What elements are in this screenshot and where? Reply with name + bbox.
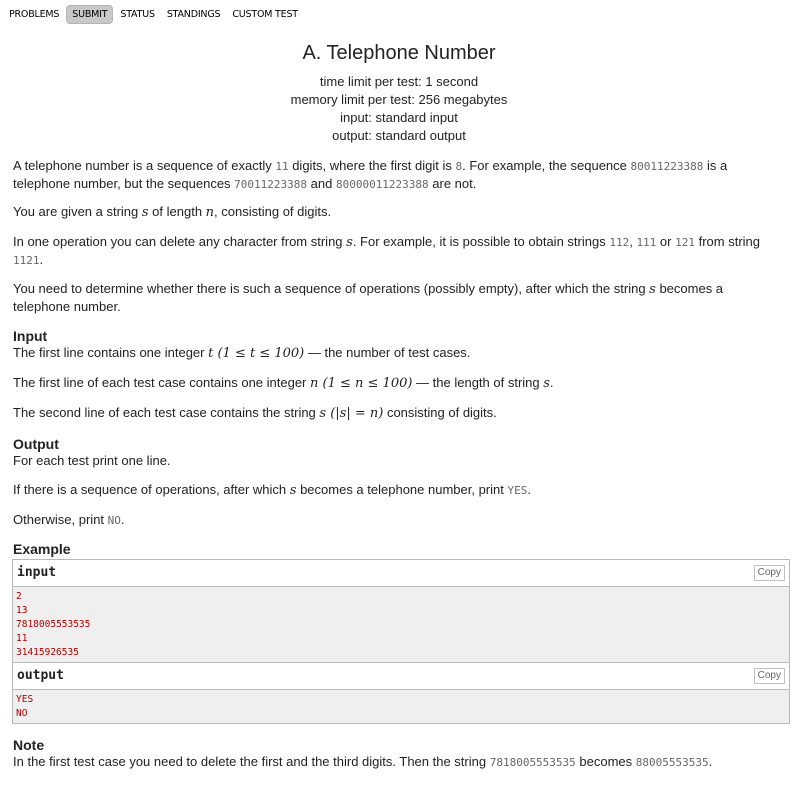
text: are not. bbox=[428, 176, 477, 191]
text: . bbox=[120, 512, 125, 527]
statement-paragraph-1 bbox=[13, 157, 783, 193]
text: . bbox=[527, 482, 531, 497]
example-input-line: 31415926535 bbox=[16, 647, 79, 658]
output-line-3 bbox=[13, 511, 783, 529]
output-line-1: For each test print one line. bbox=[13, 453, 171, 468]
problem-limits bbox=[0, 73, 798, 145]
memory-limit: memory limit per test: 256 megabytes bbox=[290, 92, 508, 107]
text: . bbox=[549, 375, 554, 390]
math: s bbox=[346, 235, 353, 250]
text: The first line of each test case contains one integer bbox=[13, 375, 311, 390]
code: 11 bbox=[275, 160, 289, 173]
input-line-2 bbox=[13, 374, 783, 392]
text: In one operation you can delete any character from string bbox=[13, 234, 347, 249]
example-input-line: 2 bbox=[16, 591, 22, 602]
example-input-label: input bbox=[17, 565, 57, 580]
example-input-line: 7818005553535 bbox=[16, 619, 91, 630]
input-line-1 bbox=[13, 344, 783, 362]
text: digits, where the first digit is bbox=[288, 158, 456, 173]
code: 70011223388 bbox=[234, 178, 308, 191]
code: 7818005553535 bbox=[489, 756, 576, 769]
statement-paragraph-2 bbox=[13, 203, 783, 221]
text: , bbox=[629, 234, 637, 249]
text: of length bbox=[148, 204, 206, 219]
copy-output-button[interactable]: Copy bbox=[754, 668, 785, 684]
code: 112 bbox=[609, 236, 630, 249]
math: n bbox=[205, 205, 215, 220]
example-output-content bbox=[13, 690, 789, 723]
code: 80000011223388 bbox=[335, 178, 429, 191]
text: . For example, it is possible to obtain strings bbox=[352, 234, 610, 249]
text: You are given a string bbox=[13, 204, 142, 219]
output-heading: Output bbox=[13, 436, 59, 452]
time-limit: time limit per test: 1 second bbox=[319, 74, 479, 89]
text: . For example, the sequence bbox=[462, 158, 631, 173]
top-nav bbox=[4, 4, 305, 24]
note-heading: Note bbox=[13, 737, 45, 753]
math: s bbox=[649, 282, 656, 297]
problem-title: A. Telephone Number bbox=[302, 42, 496, 64]
example-input-content bbox=[13, 587, 789, 662]
input-heading: Input bbox=[13, 328, 48, 344]
statement-paragraph-4 bbox=[13, 280, 783, 315]
output-type: output: standard output bbox=[332, 128, 466, 143]
note-text bbox=[13, 753, 783, 771]
text: You need to determine whether there is such a sequence of operations (possibly empty), after which the string bbox=[13, 281, 650, 296]
example-input-header bbox=[13, 560, 789, 587]
code: 121 bbox=[675, 236, 695, 249]
tab-submit[interactable]: SUBMIT bbox=[66, 5, 113, 24]
example-output-header bbox=[13, 663, 789, 690]
text: — the number of test cases. bbox=[304, 345, 471, 360]
text: If there is a sequence of operations, after which bbox=[13, 482, 290, 497]
text: from string bbox=[694, 234, 760, 249]
text: In the first test case you need to delete the first and the third digits. Then the string bbox=[13, 754, 490, 769]
tab-status[interactable]: STATUS bbox=[120, 8, 155, 20]
text: . bbox=[708, 754, 713, 769]
text: Otherwise, print bbox=[13, 512, 108, 527]
text: or bbox=[656, 234, 676, 249]
math: t (1 ≤ t ≤ 100) bbox=[208, 346, 305, 361]
text: and bbox=[307, 176, 336, 191]
input-line-3 bbox=[13, 404, 783, 422]
math: s (|s| = n) bbox=[319, 406, 384, 421]
copy-input-button[interactable]: Copy bbox=[754, 565, 785, 581]
input-type: input: standard input bbox=[340, 110, 458, 125]
text: A telephone number is a sequence of exactly bbox=[13, 158, 276, 173]
example-input-line: 13 bbox=[16, 605, 28, 616]
text: . bbox=[39, 252, 44, 267]
statement-paragraph-3 bbox=[13, 233, 783, 269]
example-input-line: 11 bbox=[16, 633, 28, 644]
text: becomes a telephone number. bbox=[13, 281, 724, 314]
example-output-label: output bbox=[17, 668, 64, 683]
text: becomes bbox=[575, 754, 636, 769]
tab-standings[interactable]: STANDINGS bbox=[166, 8, 221, 20]
code: 1121 bbox=[13, 254, 40, 267]
example-heading: Example bbox=[13, 541, 71, 557]
math: s bbox=[141, 205, 149, 220]
code: 8 bbox=[455, 160, 463, 173]
text: The second line of each test case contains the string bbox=[13, 405, 320, 420]
code: NO bbox=[107, 514, 121, 527]
example-box bbox=[12, 559, 790, 724]
code: 80011223388 bbox=[630, 160, 704, 173]
math: n (1 ≤ n ≤ 100) bbox=[310, 376, 413, 391]
math: s bbox=[289, 483, 297, 498]
text: consisting of digits. bbox=[383, 405, 497, 420]
text: , consisting of digits. bbox=[214, 204, 332, 219]
code: 111 bbox=[636, 236, 657, 249]
tab-custom-test[interactable]: CUSTOM TEST bbox=[232, 8, 298, 20]
example-output-line: YES bbox=[16, 694, 34, 705]
text: — the length of string bbox=[412, 375, 544, 390]
text: The first line contains one integer bbox=[13, 345, 209, 360]
code: 88005553535 bbox=[635, 756, 709, 769]
text: is a telephone number, but the sequences bbox=[13, 158, 728, 191]
math: s bbox=[543, 376, 550, 391]
text: becomes a telephone number, print bbox=[296, 482, 508, 497]
example-output-line: NO bbox=[16, 708, 28, 719]
code: YES bbox=[507, 484, 528, 497]
output-line-2 bbox=[13, 481, 783, 499]
tab-problems[interactable]: PROBLEMS bbox=[9, 8, 60, 20]
